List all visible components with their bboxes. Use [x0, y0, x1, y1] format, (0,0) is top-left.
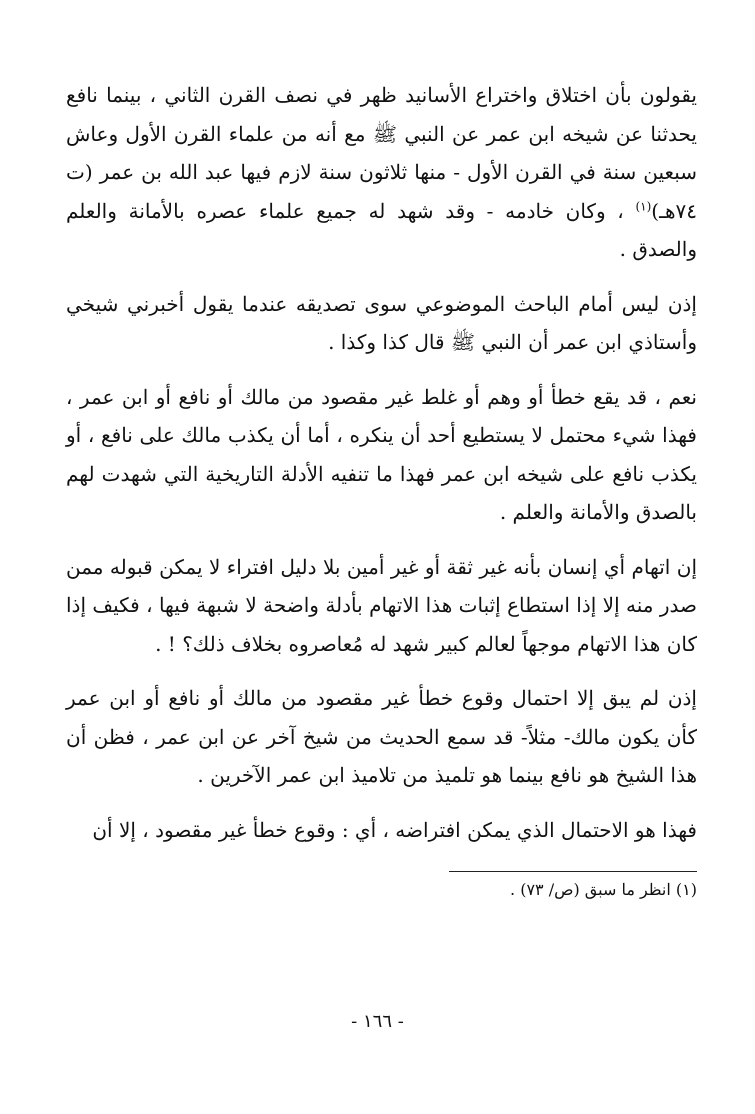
paragraph-1-continuation: ، وكان خادمه - وقد شهد له جميع علماء عصره بالأمانة والعلم والصدق .	[66, 198, 697, 261]
paragraph-5: إذن لم يبق إلا احتمال وقوع خطأ غير مقصود من مالك أو نافع أو ابن عمر كأن يكون مالك- مثلاً- قد سمع الحديث من شيخ آخر عن ابن عمر ، فظن أن هذا الشيخ هو نافع بينما هو تلميذ من تلاميذ ابن عمر الآخرين .	[66, 686, 697, 787]
page-number: - ١٦٦ -	[351, 1011, 404, 1032]
paragraph-3: نعم ، قد يقع خطأ أو وهم أو غلط غير مقصود من مالك أو نافع أو ابن عمر ، فهذا شيء محتمل لا يستطيع أحد أن ينكره ، أما أن يكذب مالك على نافع ، أو يكذب نافع على شيخه ابن عمر فهذا ما تنفيه الأدلة التاريخية التي شهدت لهم بالصدق والأمانة والعلم .	[66, 384, 697, 524]
footnote-reference-mark[interactable]: (١)	[635, 198, 652, 213]
paragraph-4: إن اتهام أي إنسان بأنه غير ثقة أو غير أمين بلا دليل افتراء لا يمكن قبوله ممن صدر منه إلا إذا استطاع إثبات هذا الاتهام بأدلة واضحة لا شبهة فيها ، فكيف إذا كان هذا الاتهام موجهاً لعالم كبير شهد له مُعاصروه بخلاف ذلك؟ ! .	[66, 554, 697, 656]
footnote-divider	[449, 871, 697, 872]
paragraph-1-text: يقولون بأن اختلاق واختراع الأسانيد ظهر في نصف القرن الثاني ، بينما نافع يحدثنا عن شيخه ابن عمر عن النبي ﷺ مع أنه من علماء القرن الأول وعاش سبعين سنة في القرن الأول - منها ثلاثون سنة لازم فيها عبد الله بن عمر (ت ٧٤هـ)	[66, 83, 697, 223]
footnote: (١) انظر ما سبق (ص/ ٧٣) .	[510, 880, 697, 899]
paragraph-1	[66, 76, 697, 269]
paragraph-2: إذن ليس أمام الباحث الموضوعي سوى تصديقه عندما يقول أخبرني شيخي وأستاذي ابن عمر أن النبي ﷺ قال كذا وكذا .	[66, 291, 697, 354]
paragraph-6: فهذا هو الاحتمال الذي يمكن افتراضه ، أي : وقوع خطأ غير مقصود ، إلا أن	[92, 817, 697, 842]
main-text	[66, 76, 697, 865]
